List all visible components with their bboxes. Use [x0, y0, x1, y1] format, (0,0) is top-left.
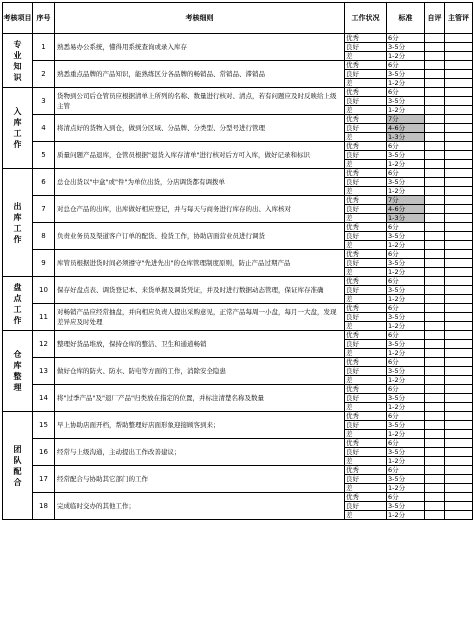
category-label: 团队配合 [13, 444, 22, 487]
standard-score: 3-5分 [387, 394, 425, 403]
standard-score: 6分 [387, 34, 425, 43]
standard-score: 1-2分 [387, 160, 425, 169]
manager-eval-cell[interactable] [445, 70, 473, 79]
status-level: 优秀 [345, 277, 387, 286]
standard-score: 6分 [387, 412, 425, 421]
manager-eval-cell[interactable] [445, 214, 473, 223]
self-eval-cell[interactable] [425, 241, 445, 250]
table-row [3, 250, 473, 259]
header-category: 考核项目 [3, 3, 33, 34]
self-eval-cell[interactable] [425, 196, 445, 205]
standard-score: 3-5分 [387, 286, 425, 295]
self-eval-cell[interactable] [425, 475, 445, 484]
self-eval-cell[interactable] [425, 367, 445, 376]
status-level: 良好 [345, 124, 387, 133]
manager-eval-cell[interactable] [445, 88, 473, 97]
manager-eval-cell[interactable] [445, 295, 473, 304]
manager-eval-cell[interactable] [445, 169, 473, 178]
header-standard: 标准 [387, 3, 425, 34]
table-row [3, 331, 473, 340]
category-label: 出库工作 [13, 201, 22, 244]
self-eval-cell[interactable] [425, 52, 445, 61]
manager-eval-cell[interactable] [445, 394, 473, 403]
self-eval-cell[interactable] [425, 169, 445, 178]
standard-score: 3-5分 [387, 313, 425, 322]
item-detail: 总仓出货以"中盒"或"件"为单位出货，分店调货都有调拨单 [55, 169, 345, 196]
standard-score: 3-5分 [387, 151, 425, 160]
manager-eval-cell[interactable] [445, 79, 473, 88]
manager-eval-cell[interactable] [445, 340, 473, 349]
table-row [3, 304, 473, 313]
manager-eval-cell[interactable] [445, 151, 473, 160]
manager-eval-cell[interactable] [445, 475, 473, 484]
status-level: 差 [345, 79, 387, 88]
manager-eval-cell[interactable] [445, 331, 473, 340]
item-detail: 货物到公司后仓管员应根据清单上所列的名称、数量进行核对、清点，若有问题应及时反映给上级主管 [55, 88, 345, 115]
status-level: 良好 [345, 502, 387, 511]
self-eval-cell[interactable] [425, 331, 445, 340]
header-status: 工作状况 [345, 3, 387, 34]
standard-score: 4-6分 [387, 205, 425, 214]
self-eval-cell[interactable] [425, 151, 445, 160]
category-cell [3, 277, 33, 331]
standard-score: 3-5分 [387, 475, 425, 484]
status-level: 优秀 [345, 304, 387, 313]
status-level: 良好 [345, 232, 387, 241]
status-level: 优秀 [345, 61, 387, 70]
item-detail: 经常配合与协助其它部门的工作 [55, 466, 345, 493]
self-eval-cell[interactable] [425, 259, 445, 268]
manager-eval-cell[interactable] [445, 196, 473, 205]
self-eval-cell[interactable] [425, 205, 445, 214]
manager-eval-cell[interactable] [445, 376, 473, 385]
status-level: 良好 [345, 97, 387, 106]
self-eval-cell[interactable] [425, 286, 445, 295]
standard-score: 6分 [387, 169, 425, 178]
status-level: 差 [345, 160, 387, 169]
manager-eval-cell[interactable] [445, 412, 473, 421]
item-number: 18 [33, 493, 55, 520]
category-cell [3, 331, 33, 412]
item-number: 16 [33, 439, 55, 466]
manager-eval-cell[interactable] [445, 457, 473, 466]
item-number: 17 [33, 466, 55, 493]
status-level: 差 [345, 484, 387, 493]
item-number: 4 [33, 115, 55, 142]
self-eval-cell[interactable] [425, 313, 445, 322]
item-detail: 整理好货品堆放，保持仓库的整洁、卫生和通道畅销 [55, 331, 345, 358]
status-level: 优秀 [345, 88, 387, 97]
status-level: 优秀 [345, 385, 387, 394]
manager-eval-cell[interactable] [445, 223, 473, 232]
self-eval-cell[interactable] [425, 79, 445, 88]
self-eval-cell[interactable] [425, 322, 445, 331]
status-level: 良好 [345, 421, 387, 430]
table-row [3, 493, 473, 502]
status-level: 差 [345, 133, 387, 142]
status-level: 良好 [345, 448, 387, 457]
table-row [3, 88, 473, 97]
manager-eval-cell[interactable] [445, 421, 473, 430]
status-level: 良好 [345, 340, 387, 349]
category-label: 入库工作 [13, 107, 22, 149]
status-level: 良好 [345, 286, 387, 295]
item-detail: 熟悉重点品牌的产品知识，能熟练区分各品牌的畅销品、常销品、滞销品 [55, 61, 345, 88]
self-eval-cell[interactable] [425, 385, 445, 394]
status-level: 差 [345, 241, 387, 250]
standard-score: 1-2分 [387, 79, 425, 88]
self-eval-cell[interactable] [425, 511, 445, 520]
item-detail: 质量问题产品退库，仓管员根据"退货入库存清单"进行核对后方可入库，做好记录和标识 [55, 142, 345, 169]
category-label: 仓库整理 [13, 350, 22, 392]
item-detail: 库管员根据进货时间必须遵守"先进先出"的仓库管理制度原则，防止产品过期产品 [55, 250, 345, 277]
status-level: 差 [345, 349, 387, 358]
status-level: 优秀 [345, 34, 387, 43]
manager-eval-cell[interactable] [445, 349, 473, 358]
self-eval-cell[interactable] [425, 187, 445, 196]
status-level: 良好 [345, 475, 387, 484]
table-row [3, 385, 473, 394]
standard-score: 1-2分 [387, 322, 425, 331]
status-level: 良好 [345, 205, 387, 214]
item-number: 9 [33, 250, 55, 277]
item-detail: 将"过季产品"及"退厂产品"归类放在指定的位置，并标注清楚名称及数量 [55, 385, 345, 412]
manager-eval-cell[interactable] [445, 115, 473, 124]
status-level: 差 [345, 187, 387, 196]
manager-eval-cell[interactable] [445, 268, 473, 277]
manager-eval-cell[interactable] [445, 160, 473, 169]
standard-score: 1-2分 [387, 241, 425, 250]
item-number: 3 [33, 88, 55, 115]
table-row [3, 412, 473, 421]
self-eval-cell[interactable] [425, 430, 445, 439]
standard-score: 4-6分 [387, 124, 425, 133]
table-row [3, 277, 473, 286]
self-eval-cell[interactable] [425, 484, 445, 493]
self-eval-cell[interactable] [425, 70, 445, 79]
self-eval-cell[interactable] [425, 106, 445, 115]
manager-eval-cell[interactable] [445, 232, 473, 241]
self-eval-cell[interactable] [425, 403, 445, 412]
self-eval-cell[interactable] [425, 412, 445, 421]
manager-eval-cell[interactable] [445, 43, 473, 52]
standard-score: 6分 [387, 331, 425, 340]
status-level: 差 [345, 214, 387, 223]
status-level: 优秀 [345, 331, 387, 340]
standard-score: 6分 [387, 277, 425, 286]
self-eval-cell[interactable] [425, 97, 445, 106]
table-row [3, 142, 473, 151]
header-self-eval: 自评 [425, 3, 445, 34]
status-level: 优秀 [345, 223, 387, 232]
item-detail: 对总仓产品的出库，出库做好相应登记，并与每天与商务进行库存的出、入库核对 [55, 196, 345, 223]
status-level: 优秀 [345, 169, 387, 178]
status-level: 良好 [345, 70, 387, 79]
standard-score: 1-2分 [387, 52, 425, 61]
status-level: 差 [345, 511, 387, 520]
self-eval-cell[interactable] [425, 340, 445, 349]
manager-eval-cell[interactable] [445, 142, 473, 151]
item-number: 8 [33, 223, 55, 250]
standard-score: 1-2分 [387, 403, 425, 412]
item-number: 11 [33, 304, 55, 331]
standard-score: 1-2分 [387, 106, 425, 115]
table-row [3, 223, 473, 232]
manager-eval-cell[interactable] [445, 304, 473, 313]
manager-eval-cell[interactable] [445, 259, 473, 268]
self-eval-cell[interactable] [425, 376, 445, 385]
self-eval-cell[interactable] [425, 124, 445, 133]
standard-score: 1-3分 [387, 214, 425, 223]
manager-eval-cell[interactable] [445, 313, 473, 322]
item-detail: 熟悉易办公系统，懂得用系统查询或录入库存 [55, 34, 345, 61]
manager-eval-cell[interactable] [445, 367, 473, 376]
manager-eval-cell[interactable] [445, 439, 473, 448]
category-cell [3, 169, 33, 277]
status-level: 优秀 [345, 358, 387, 367]
status-level: 差 [345, 457, 387, 466]
item-detail: 将清点好的货物入到仓，做到分区域、分品牌、分类型、分型号进行管理 [55, 115, 345, 142]
standard-score: 1-2分 [387, 376, 425, 385]
standard-score: 3-5分 [387, 448, 425, 457]
item-number: 5 [33, 142, 55, 169]
standard-score: 1-2分 [387, 295, 425, 304]
item-detail: 对畅销产品应经常抽盘，并向相应负责人提出采购意见，正常产品每周一小盘，每月一大盘，发现差异应及时处理 [55, 304, 345, 331]
standard-score: 3-5分 [387, 340, 425, 349]
manager-eval-cell[interactable] [445, 124, 473, 133]
manager-eval-cell[interactable] [445, 187, 473, 196]
self-eval-cell[interactable] [425, 61, 445, 70]
status-level: 优秀 [345, 115, 387, 124]
status-level: 差 [345, 106, 387, 115]
manager-eval-cell[interactable] [445, 97, 473, 106]
standard-score: 3-5分 [387, 367, 425, 376]
self-eval-cell[interactable] [425, 502, 445, 511]
status-level: 良好 [345, 313, 387, 322]
manager-eval-cell[interactable] [445, 430, 473, 439]
status-level: 良好 [345, 178, 387, 187]
self-eval-cell[interactable] [425, 358, 445, 367]
item-detail: 经常与上级沟通，主动提出工作改善建议； [55, 439, 345, 466]
standard-score: 6分 [387, 439, 425, 448]
status-level: 优秀 [345, 493, 387, 502]
self-eval-cell[interactable] [425, 421, 445, 430]
manager-eval-cell[interactable] [445, 286, 473, 295]
status-level: 优秀 [345, 142, 387, 151]
self-eval-cell[interactable] [425, 466, 445, 475]
status-level: 优秀 [345, 466, 387, 475]
status-level: 差 [345, 322, 387, 331]
category-label: 盘点工作 [13, 282, 22, 325]
standard-score: 7分 [387, 196, 425, 205]
standard-score: 6分 [387, 466, 425, 475]
manager-eval-cell[interactable] [445, 106, 473, 115]
standard-score: 1-2分 [387, 268, 425, 277]
status-level: 良好 [345, 151, 387, 160]
table-row [3, 61, 473, 70]
header-index: 序号 [33, 3, 55, 34]
standard-score: 3-5分 [387, 502, 425, 511]
category-label: 专业知识 [13, 39, 22, 82]
status-level: 差 [345, 430, 387, 439]
header-manager-eval: 主管评 [445, 3, 473, 34]
standard-score: 1-2分 [387, 349, 425, 358]
standard-score: 3-5分 [387, 232, 425, 241]
item-detail: 负责业务员及渠道客户订单的配货、捡货工作，协助店面营业员进行调货 [55, 223, 345, 250]
manager-eval-cell[interactable] [445, 403, 473, 412]
standard-score: 3-5分 [387, 421, 425, 430]
status-level: 优秀 [345, 412, 387, 421]
table-row [3, 115, 473, 124]
standard-score: 1-2分 [387, 511, 425, 520]
manager-eval-cell[interactable] [445, 511, 473, 520]
self-eval-cell[interactable] [425, 133, 445, 142]
item-detail: 保存好盘点表、调货登记本、来货单据及调货凭证，并及时进行数据动态管理，保证库存准确 [55, 277, 345, 304]
self-eval-cell[interactable] [425, 115, 445, 124]
item-number: 1 [33, 34, 55, 61]
manager-eval-cell[interactable] [445, 385, 473, 394]
self-eval-cell[interactable] [425, 214, 445, 223]
status-level: 良好 [345, 259, 387, 268]
standard-score: 3-5分 [387, 70, 425, 79]
self-eval-cell[interactable] [425, 304, 445, 313]
table-row [3, 358, 473, 367]
self-eval-cell[interactable] [425, 232, 445, 241]
table-row [3, 439, 473, 448]
manager-eval-cell[interactable] [445, 358, 473, 367]
item-detail: 早上协助店面开档，帮助整理好店面形象迎接顾客到来； [55, 412, 345, 439]
status-level: 差 [345, 268, 387, 277]
manager-eval-cell[interactable] [445, 133, 473, 142]
table-row [3, 34, 473, 43]
self-eval-cell[interactable] [425, 88, 445, 97]
standard-score: 6分 [387, 88, 425, 97]
self-eval-cell[interactable] [425, 34, 445, 43]
status-level: 优秀 [345, 439, 387, 448]
manager-eval-cell[interactable] [445, 502, 473, 511]
self-eval-cell[interactable] [425, 439, 445, 448]
status-level: 差 [345, 52, 387, 61]
standard-score: 1-3分 [387, 133, 425, 142]
table-row [3, 466, 473, 475]
category-cell [3, 34, 33, 88]
standard-score: 3-5分 [387, 97, 425, 106]
manager-eval-cell[interactable] [445, 493, 473, 502]
standard-score: 7分 [387, 115, 425, 124]
manager-eval-cell[interactable] [445, 322, 473, 331]
manager-eval-cell[interactable] [445, 34, 473, 43]
category-cell [3, 88, 33, 169]
item-detail: 做好仓库的防火、防水、防电等方面的工作，消除安全隐患 [55, 358, 345, 385]
self-eval-cell[interactable] [425, 250, 445, 259]
manager-eval-cell[interactable] [445, 241, 473, 250]
manager-eval-cell[interactable] [445, 52, 473, 61]
standard-score: 6分 [387, 223, 425, 232]
item-number: 15 [33, 412, 55, 439]
standard-score: 3-5分 [387, 43, 425, 52]
manager-eval-cell[interactable] [445, 61, 473, 70]
status-level: 优秀 [345, 250, 387, 259]
standard-score: 1-2分 [387, 457, 425, 466]
item-number: 14 [33, 385, 55, 412]
manager-eval-cell[interactable] [445, 250, 473, 259]
standard-score: 3-5分 [387, 178, 425, 187]
standard-score: 6分 [387, 358, 425, 367]
manager-eval-cell[interactable] [445, 448, 473, 457]
standard-score: 6分 [387, 493, 425, 502]
status-level: 差 [345, 376, 387, 385]
self-eval-cell[interactable] [425, 295, 445, 304]
table-row [3, 196, 473, 205]
self-eval-cell[interactable] [425, 394, 445, 403]
status-level: 良好 [345, 367, 387, 376]
standard-score: 6分 [387, 142, 425, 151]
category-cell [3, 412, 33, 520]
manager-eval-cell[interactable] [445, 205, 473, 214]
standard-score: 3-5分 [387, 259, 425, 268]
self-eval-cell[interactable] [425, 178, 445, 187]
standard-score: 6分 [387, 304, 425, 313]
item-number: 6 [33, 169, 55, 196]
status-level: 良好 [345, 43, 387, 52]
self-eval-cell[interactable] [425, 448, 445, 457]
standard-score: 6分 [387, 61, 425, 70]
manager-eval-cell[interactable] [445, 466, 473, 475]
item-detail: 完成临时交办的其他工作； [55, 493, 345, 520]
self-eval-cell[interactable] [425, 493, 445, 502]
table-row [3, 169, 473, 178]
status-level: 差 [345, 403, 387, 412]
standard-score: 1-2分 [387, 484, 425, 493]
self-eval-cell[interactable] [425, 277, 445, 286]
status-level: 差 [345, 295, 387, 304]
header-row [3, 3, 473, 34]
status-level: 优秀 [345, 196, 387, 205]
item-number: 12 [33, 331, 55, 358]
self-eval-cell[interactable] [425, 43, 445, 52]
standard-score: 1-2分 [387, 430, 425, 439]
header-detail: 考核细则 [55, 3, 345, 34]
item-number: 2 [33, 61, 55, 88]
self-eval-cell[interactable] [425, 349, 445, 358]
standard-score: 1-2分 [387, 187, 425, 196]
manager-eval-cell[interactable] [445, 484, 473, 493]
status-level: 良好 [345, 394, 387, 403]
self-eval-cell[interactable] [425, 223, 445, 232]
standard-score: 6分 [387, 250, 425, 259]
self-eval-cell[interactable] [425, 142, 445, 151]
manager-eval-cell[interactable] [445, 178, 473, 187]
self-eval-cell[interactable] [425, 160, 445, 169]
item-number: 13 [33, 358, 55, 385]
self-eval-cell[interactable] [425, 457, 445, 466]
manager-eval-cell[interactable] [445, 277, 473, 286]
item-number: 10 [33, 277, 55, 304]
self-eval-cell[interactable] [425, 268, 445, 277]
assessment-table [2, 2, 473, 520]
standard-score: 6分 [387, 385, 425, 394]
item-number: 7 [33, 196, 55, 223]
